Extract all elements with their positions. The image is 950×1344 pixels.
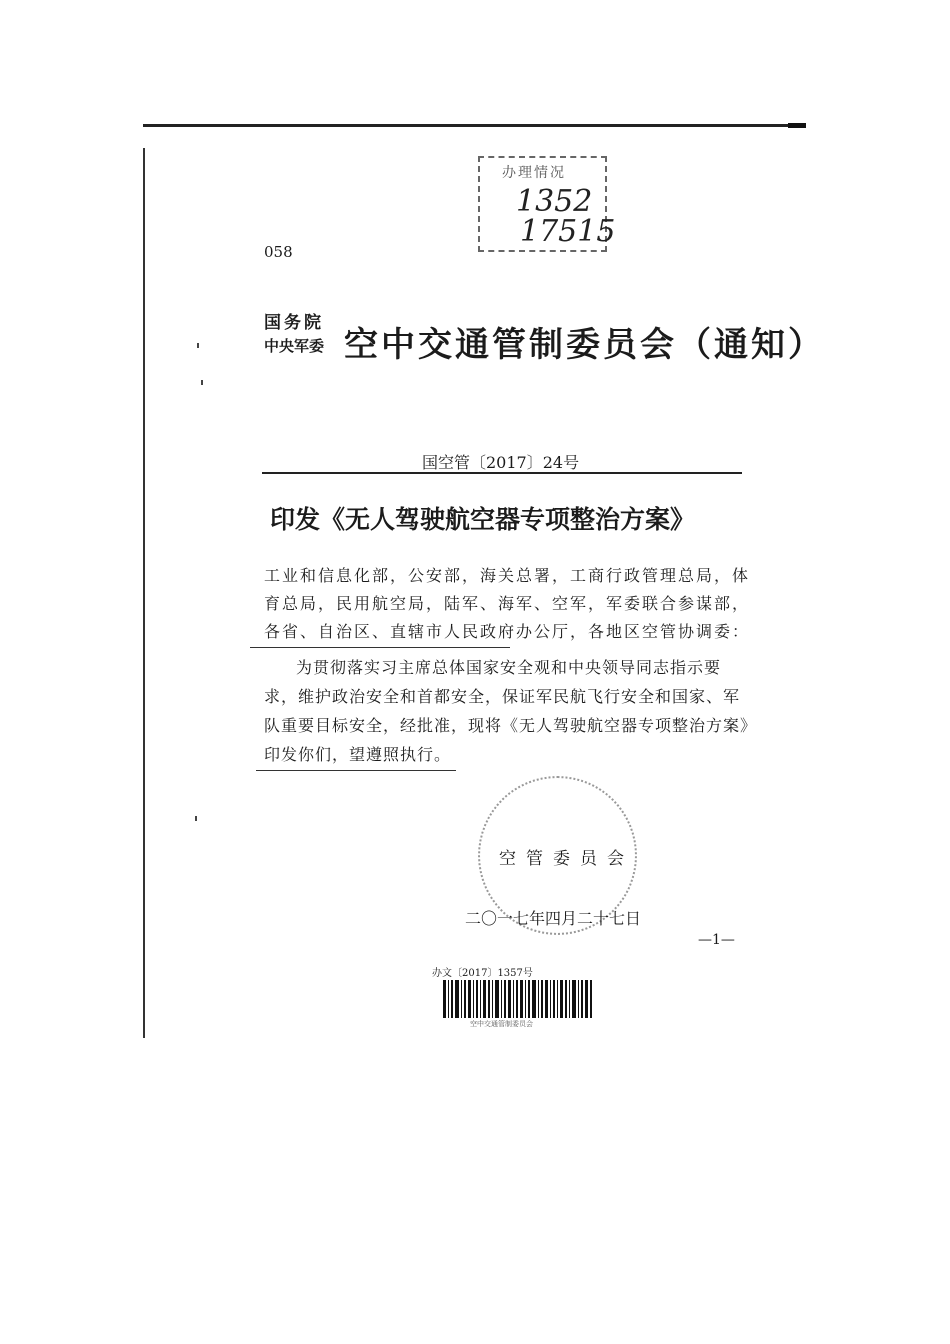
scan-speck — [201, 380, 203, 385]
underline-mark — [250, 647, 510, 648]
header-rule — [262, 472, 742, 474]
top-rule — [143, 124, 805, 127]
left-page-edge — [143, 148, 145, 1038]
issuer-line-b: 中央军委 — [264, 337, 325, 355]
signer: 空管委员会 — [499, 849, 634, 869]
issue-date: 二〇一七年四月二十七日 — [465, 909, 642, 928]
scan-speck — [195, 816, 197, 821]
scan-speck — [197, 343, 199, 348]
document-title: 印发《无人驾驶航空器专项整治方案》 — [270, 505, 696, 534]
barcode-subtext: 空中交通管制委员会 — [470, 1020, 533, 1028]
issuer-title: 空中交通管制委员会（通知） — [344, 325, 825, 365]
issuer-stack — [264, 311, 340, 357]
recipients: 工业和信息化部，公安部，海关总署，工商行政管理总局，体育总局，民用航空局，陆军、海军、空军，军委联合参谋部，各省、自治区、直辖市人民政府办公厅，各地区空管协调委： — [264, 566, 751, 641]
stamp-number-2: 17515 — [520, 214, 616, 249]
underline-mark — [256, 770, 456, 771]
barcode — [443, 980, 593, 1018]
barcode-label: 办文〔2017〕1357号 — [432, 968, 533, 979]
page-number: —1— — [698, 932, 735, 948]
page-code: 058 — [264, 243, 293, 261]
top-rule-end — [788, 123, 806, 128]
document-number: 国空管〔2017〕24号 — [422, 453, 580, 472]
stamp-number-1: 1352 — [516, 184, 593, 219]
stamp-top-text: 办理情况 — [502, 165, 566, 181]
receipt-stamp — [478, 156, 616, 252]
body-text: 为贯彻落实习主席总体国家安全观和中央领导同志指示要求，维护政治安全和首都安全，保证军民航飞行安全和国家、军队重要目标安全，经批准，现将《无人驾驶航空器专项整治方案》印发你们，望遵照执行。 — [264, 658, 750, 764]
issuer-line-a: 国务院 — [264, 313, 324, 333]
